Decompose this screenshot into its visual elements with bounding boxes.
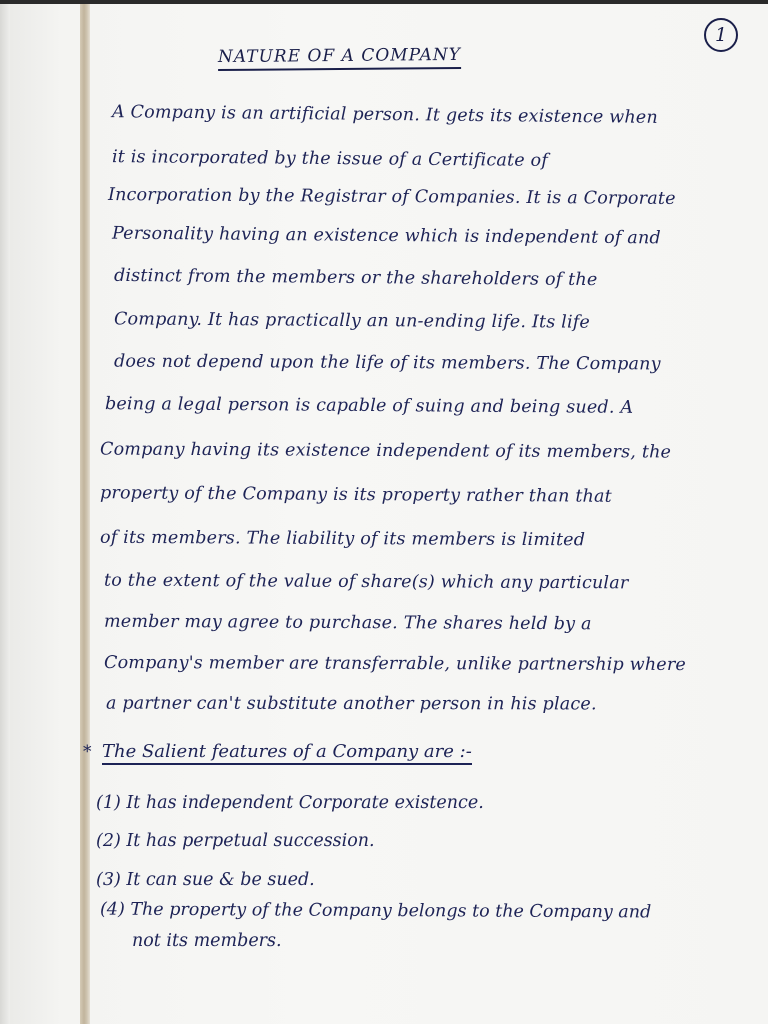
page-number: 1 [704,18,738,52]
paragraph-line: does not depend upon the life of its members. The Company [113,351,661,375]
features-heading-text: The Salient features of a Company are :- [102,741,472,765]
page-left-edge [0,4,10,1024]
paragraph-line: property of the Company is its property rather than that [99,483,613,507]
feature-item: (1) It has independent Corporate existence. [96,793,484,813]
paragraph-line: of its members. The liability of its members is limited [99,527,586,551]
paragraph-line: a partner can't substitute another person in his place. [105,693,597,715]
paragraph-line: Personality having an existence which is independent of and [111,223,661,249]
paragraph-line: being a legal person is capable of suing and being sued. A [104,394,634,418]
paragraph-line: Incorporation by the Registrar of Companies. It is a Corporate [107,185,676,209]
paragraph-line: Company's member are transferrable, unlike partnership where [103,652,687,676]
feature-item: (3) It can sue & be sued. [96,870,315,890]
feature-item: (4) The property of the Company belongs to the Company and [99,899,652,923]
paragraph-line: member may agree to purchase. The shares held by a [103,611,592,635]
page-title: NATURE OF A COMPANY [218,45,461,71]
features-heading [92,741,472,762]
paragraph-line: to the extent of the value of share(s) which any particular [103,570,629,594]
paragraph-line: distinct from the members or the shareholders of the [113,265,598,291]
paragraph-line: A Company is an artificial person. It gets its existence when [111,102,658,128]
margin-line [80,4,90,1024]
paragraph-line: Company. It has practically an un-ending life. Its life [113,309,591,333]
notebook-page [0,4,768,1024]
asterisk-marker: * [83,742,92,762]
paragraph-line: Company having its existence independent of its members, the [99,439,672,463]
paragraph-line: it is incorporated by the issue of a Certificate of [111,147,549,171]
feature-item: (2) It has perpetual succession. [96,831,375,851]
feature-item-continuation: not its members. [132,931,282,951]
